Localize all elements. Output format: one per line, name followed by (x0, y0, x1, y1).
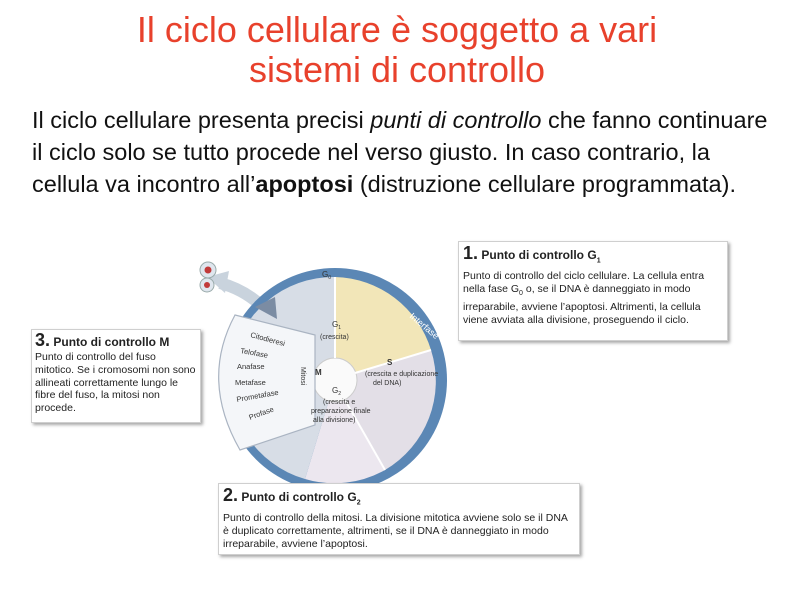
intro-emphasis: punti di controllo (370, 107, 542, 133)
m-label: M (315, 368, 322, 377)
mitosis-label: Mitosi (299, 367, 306, 386)
cell-cycle-wheel (195, 255, 455, 495)
checkpoint-m-heading (35, 331, 197, 351)
phase-anafase: Anafase (237, 362, 265, 371)
checkpoint-g1-title-subscript: 1 (596, 257, 601, 265)
g2-description-1: (crescita e (323, 399, 356, 406)
cell-nucleus-icon (205, 267, 212, 274)
g1-description: (crescita) (320, 334, 349, 341)
checkpoint-g1-text-subscript: 0 (519, 290, 523, 298)
checkpoint-g1-title: Punto di controllo G (481, 248, 597, 262)
intro-bold-apoptosis: apoptosi (255, 171, 354, 197)
s-description-2: del DNA) (373, 380, 402, 387)
cell-nucleus-icon (204, 282, 210, 288)
g2-label: $G_2$ (332, 386, 342, 397)
g2-description-2: preparazione finale (311, 408, 371, 415)
checkpoint-m-number: 3. (35, 330, 51, 350)
checkpoint-g1-box (458, 241, 728, 341)
intro-paragraph (32, 104, 772, 200)
g0-label: $G_0$ (322, 270, 332, 281)
checkpoint-g1-text-b: o, se il DNA è danneggiato in modo irreparabile, avviene l’apoptosi. Altrimenti, la cellula viene avviata alla divisione, proseguendo il ciclo. (463, 283, 701, 326)
checkpoint-g1-text-a: Punto di controllo del ciclo cellulare. La cellula entra nella fase G (463, 270, 705, 296)
phase-citodieresi: Citodieresi (249, 330, 287, 349)
wheel-center (313, 358, 357, 402)
checkpoint-m-box (31, 329, 201, 423)
intro-text-2: che fanno continuare il ciclo solo se tutto procede nel verso giusto. In caso contrario, la cellula va incontro all’ (32, 107, 768, 197)
interphase-label: Interfase (407, 310, 441, 342)
s-description-1: (crescita e duplicazione (365, 371, 439, 378)
s-label: S (387, 358, 393, 367)
checkpoint-g1-heading (463, 244, 723, 270)
checkpoint-g2-title-subscript: 2 (356, 499, 361, 507)
checkpoint-g1-number: 1. (463, 243, 479, 263)
phase-prometafase: Prometafase (235, 387, 280, 404)
intro-text-1: Il ciclo cellulare presenta precisi (32, 107, 371, 133)
phase-profase: Profase (247, 404, 275, 422)
checkpoint-g1-text (463, 270, 723, 326)
phase-metafase: Metafase (235, 378, 266, 387)
checkpoint-m-text: Punto di controllo del fuso mitotico. Se i cromosomi non sono allineati correttamente lungo le fibre del fuso, la mitosi non procede. (35, 351, 196, 415)
checkpoint-g2-number: 2. (223, 485, 239, 505)
g2-description-3: alla divisione) (313, 417, 356, 424)
g1-label: $G_1$ (332, 320, 342, 331)
checkpoint-g2-box (218, 483, 580, 555)
title-line-1: Il ciclo cellulare è soggetto a vari (136, 9, 658, 50)
checkpoint-g2-heading (223, 486, 575, 512)
phase-telofase: Telofase (239, 346, 269, 360)
checkpoint-g2-text: Punto di controllo della mitosi. La divisione mitotica avviene solo se il DNA è duplicato correttamente, altrimenti, se il DNA è danneggiato in modo irreparabile, avviene l’apoptosi. (223, 512, 568, 550)
title-line-2: sistemi di controllo (248, 49, 546, 90)
intro-text-3: (distruzione cellulare programmata). (353, 171, 736, 197)
checkpoint-m-title: Punto di controllo M (53, 335, 170, 349)
checkpoint-g2-title: Punto di controllo G (241, 490, 357, 504)
title (40, 10, 754, 90)
